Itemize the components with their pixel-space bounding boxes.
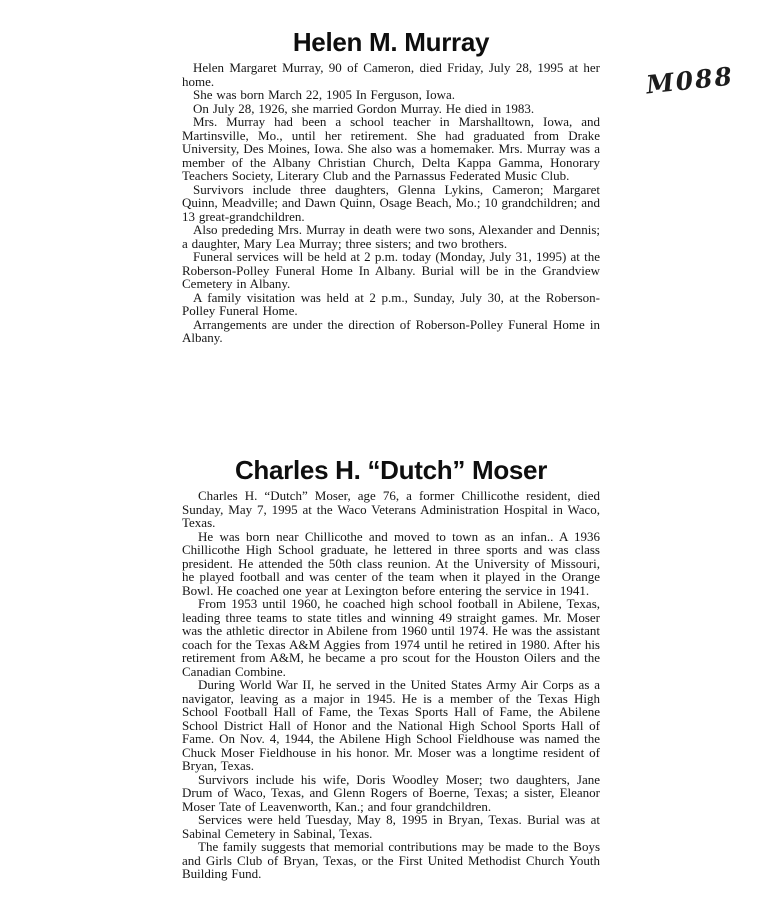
paragraph: On July 28, 1926, she married Gordon Murray. He died in 1983. (193, 100, 535, 116)
paragraph: Funeral services will be held at 2 p.m. today (Monday, July 31, 1995) at the Roberson-Polley Funeral Home In Albany. Burial will be in the Grandview Cemetery in Albany. (182, 249, 600, 291)
paragraph: Also prededing Mrs. Murray in death were two sons, Alexander and Dennis; a daughter, Mary Lea Murray; three sisters; and two brothers. (182, 222, 600, 251)
paragraph: The family suggests that memorial contributions may be made to the Boys and Girls Club of Bryan, Texas, or the First United Methodist Church Youth Building Fund. (182, 839, 600, 881)
paragraph: Survivors include three daughters, Glenna Lykins, Cameron; Margaret Quinn, Meadville; and Dawn Quinn, Osage Beach, Mo.; 10 grandchildren; and 13 great-grandchildren. (182, 181, 600, 224)
paragraph: Services were held Tuesday, May 8, 1995 in Bryan, Texas. Burial was at Sabinal Cemetery in Sabinal, Texas. (182, 812, 600, 841)
obituary-charles-moser (182, 456, 600, 881)
paragraph: Arrangements are under the direction of Roberson-Polley Funeral Home in Albany. (182, 316, 600, 345)
paragraph: Survivors include his wife, Doris Woodley Moser; two daughters, Jane Drum of Waco, Texas, and Glenn Rogers of Boerne, Texas; a sister, Eleanor Moser Tate of Leavenworth, Kan.; and four grandchildren. (182, 771, 600, 814)
paragraph: Charles H. “Dutch” Moser, age 76, a former Chillicothe resident, died Sunday, May 7, 1995 at the Waco Veterans Administration Hospital in Waco, Texas. (182, 488, 600, 530)
paragraph: Helen Margaret Murray, 90 of Cameron, died Friday, July 28, 1995 at her home. (182, 60, 600, 89)
paragraph: Mrs. Murray had been a school teacher in Marshalltown, Iowa, and Martinsville, Mo., until her retirement. She had graduated from Drake University, Des Moines, Iowa. She also was a homemaker. Mrs. Murray was a member of the Albany Christian Church, Delta Kappa Gamma, Honorary Teachers Society, Literary Club and the Parnassus Federated Music Club. (182, 114, 600, 183)
paragraph: A family visitation was held at 2 p.m., Sunday, July 30, at the Roberson-Polley Funeral Home. (182, 289, 600, 318)
paragraph: She was born March 22, 1905 In Ferguson, Iowa. (193, 87, 455, 102)
paragraph: From 1953 until 1960, he coached high school football in Abilene, Texas, leading three teams to state titles and winning 49 straight games. Mr. Moser was the athletic director in Abilene from 1960 until 1974. He was the assistant coach for the Texas A&M Aggies from 1974 until he retired in 1980. After his retirement from A&M, he became a pro scout for the Houston Oilers and the Canadian Combine. (182, 596, 600, 679)
obituary-helen-murray (182, 28, 600, 345)
paragraph: During World War II, he served in the United States Army Air Corps as a navigator, leaving as a major in 1945. He is a member of the Texas High School Football Hall of Fame, the Texas Sports Hall of Fame, the Abilene School District Hall of Honor and the National High School Sports Hall of Fame. On Nov. 4, 1944, the Abilene High School Fieldhouse was named the Chuck Moser Fieldhouse in his honor. Mr. Moser was a longtime resident of Bryan, Texas. (182, 677, 600, 773)
handwritten-annotation: M088 (644, 61, 736, 100)
obituary-title: Helen M. Murray (292, 27, 490, 57)
obituary-title: Charles H. “Dutch” Moser (234, 455, 548, 485)
paragraph: He was born near Chillicothe and moved to town as an infan.. A 1936 Chillicothe High School graduate, he lettered in three sports and was class president. He attended the 50th class reunion. At the University of Missouri, he played football and was center of the team when it played in the Orange Bowl. He coached one year at Lexington before entering the service in 1941. (182, 528, 600, 598)
